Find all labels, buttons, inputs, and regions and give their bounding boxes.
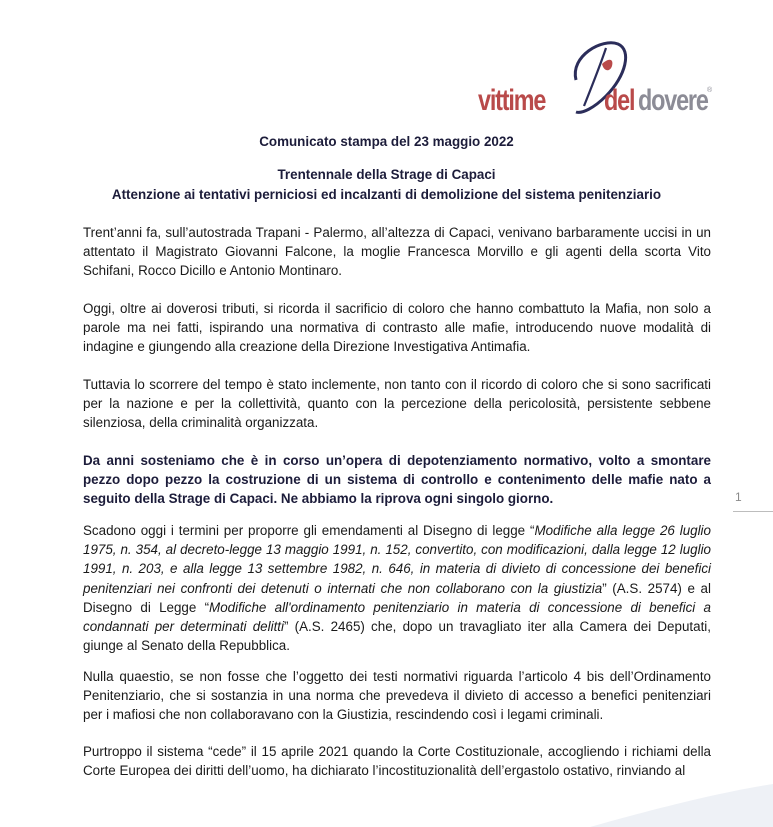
logo-word-vittime: vittime [478, 84, 546, 117]
paragraph-5-text-e: ” (A.S. 2465) che, dopo un travagliato iter alla Camera dei Deputati, giunge al Senato della Repubblica. [83, 619, 711, 654]
paragraph-2: Oggi, oltre ai doverosi tributi, si ricorda il sacrificio di coloro che hanno combattuto la Mafia, non solo a parole ma nei fatti, ispirando una normativa di contrasto alle mafie, introducendo nuove modalità di indagine e giungendo alla creazione della Direzione Investigativa Antimafia. [83, 301, 711, 355]
bill-title-2465: Modifiche all'ordinamento penitenziario in materia di concessione di benefici a condannati per determinati delitti [83, 599, 711, 635]
bill-title-2574: Modifiche alla legge 26 luglio 1975, n. 354, al decreto-legge 13 maggio 1991, n. 152, convertito, con modificazioni, dalla legge 12 luglio 1991, n. 203, e alla legge 13 settembre 1982, n. 646, in materia di divieto di concessione dei benefici penitenziari nei confronti dei detenuti o internati che non collaborano con la giustizia [83, 523, 711, 596]
paragraph-5 [83, 521, 711, 655]
paragraph-1: Trent’anni fa, sull’autostrada Trapani - Palermo, all’altezza di Capaci, venivano barbaramente uccisi in un attentato il Magistrato Giovanni Falcone, la moglie Francesca Morvillo e gli agenti della scorta Vito Schifani, Rocco Dicillo e Antonio Montinaro. [83, 225, 711, 279]
paragraph-6: Nulla quaestio, se non fosse che l’oggetto dei testi normativi riguarda l’articolo 4 bis dell’Ordinamento Penitenziario, che si sostanzia in una norma che prevedeva il divieto di accesso a benefici penitenziari per i mafiosi che non collaboravano con la Giustizia, rescindendo così i legami criminali. [83, 669, 711, 723]
paragraph-7: Purtroppo il sistema “cede” il 15 aprile 2021 quando la Corte Costituzionale, accogliendo i richiami della Corte Europea dei diritti dell’uomo, ha dichiarato l’incostituzionalità dell’ergastolo ostativo, rinviando al [83, 744, 711, 779]
document-subtitle: Attenzione ai tentativi perniciosi ed incalzanti di demolizione del sistema penitenziario [111, 187, 662, 202]
logo-registered-mark: ® [707, 87, 713, 94]
logo-word-del: del [604, 84, 635, 117]
page-number: 1 [735, 490, 742, 504]
paragraph-3: Tuttavia lo scorrere del tempo è stato inclemente, non tanto con il ricordo di coloro che si sono sacrificati per la nazione e per la collettività, quanto con la percezione della pericolosità, persistente sebbene silenziosa, della criminalità organizzata. [83, 377, 711, 431]
paragraph-5-text-c: ” (A.S. 2574) e al Disegno di Legge “ [83, 580, 711, 615]
paragraph-4-bold: Da anni sosteniamo che è in corso un’opera di depotenziamento normativo, volto a smontare pezzo dopo pezzo la costruzione di un sistema di controllo e contenimento delle mafie nato a seguito della Strage di Capaci. Ne abbiamo la riprova ogni singolo giorno. [83, 453, 711, 507]
page-number-rule [733, 511, 773, 512]
logo [478, 36, 718, 126]
logo-word-dovere: dovere [638, 84, 708, 117]
corner-decoration [560, 770, 773, 827]
paragraph-5-text-a: Scadono oggi i termini per proporre gli emendamenti al Disegno di legge “ [83, 523, 535, 538]
document-title: Trentennale della Strage di Capaci [277, 167, 496, 182]
press-release-date: Comunicato stampa del 23 maggio 2022 [259, 134, 514, 149]
